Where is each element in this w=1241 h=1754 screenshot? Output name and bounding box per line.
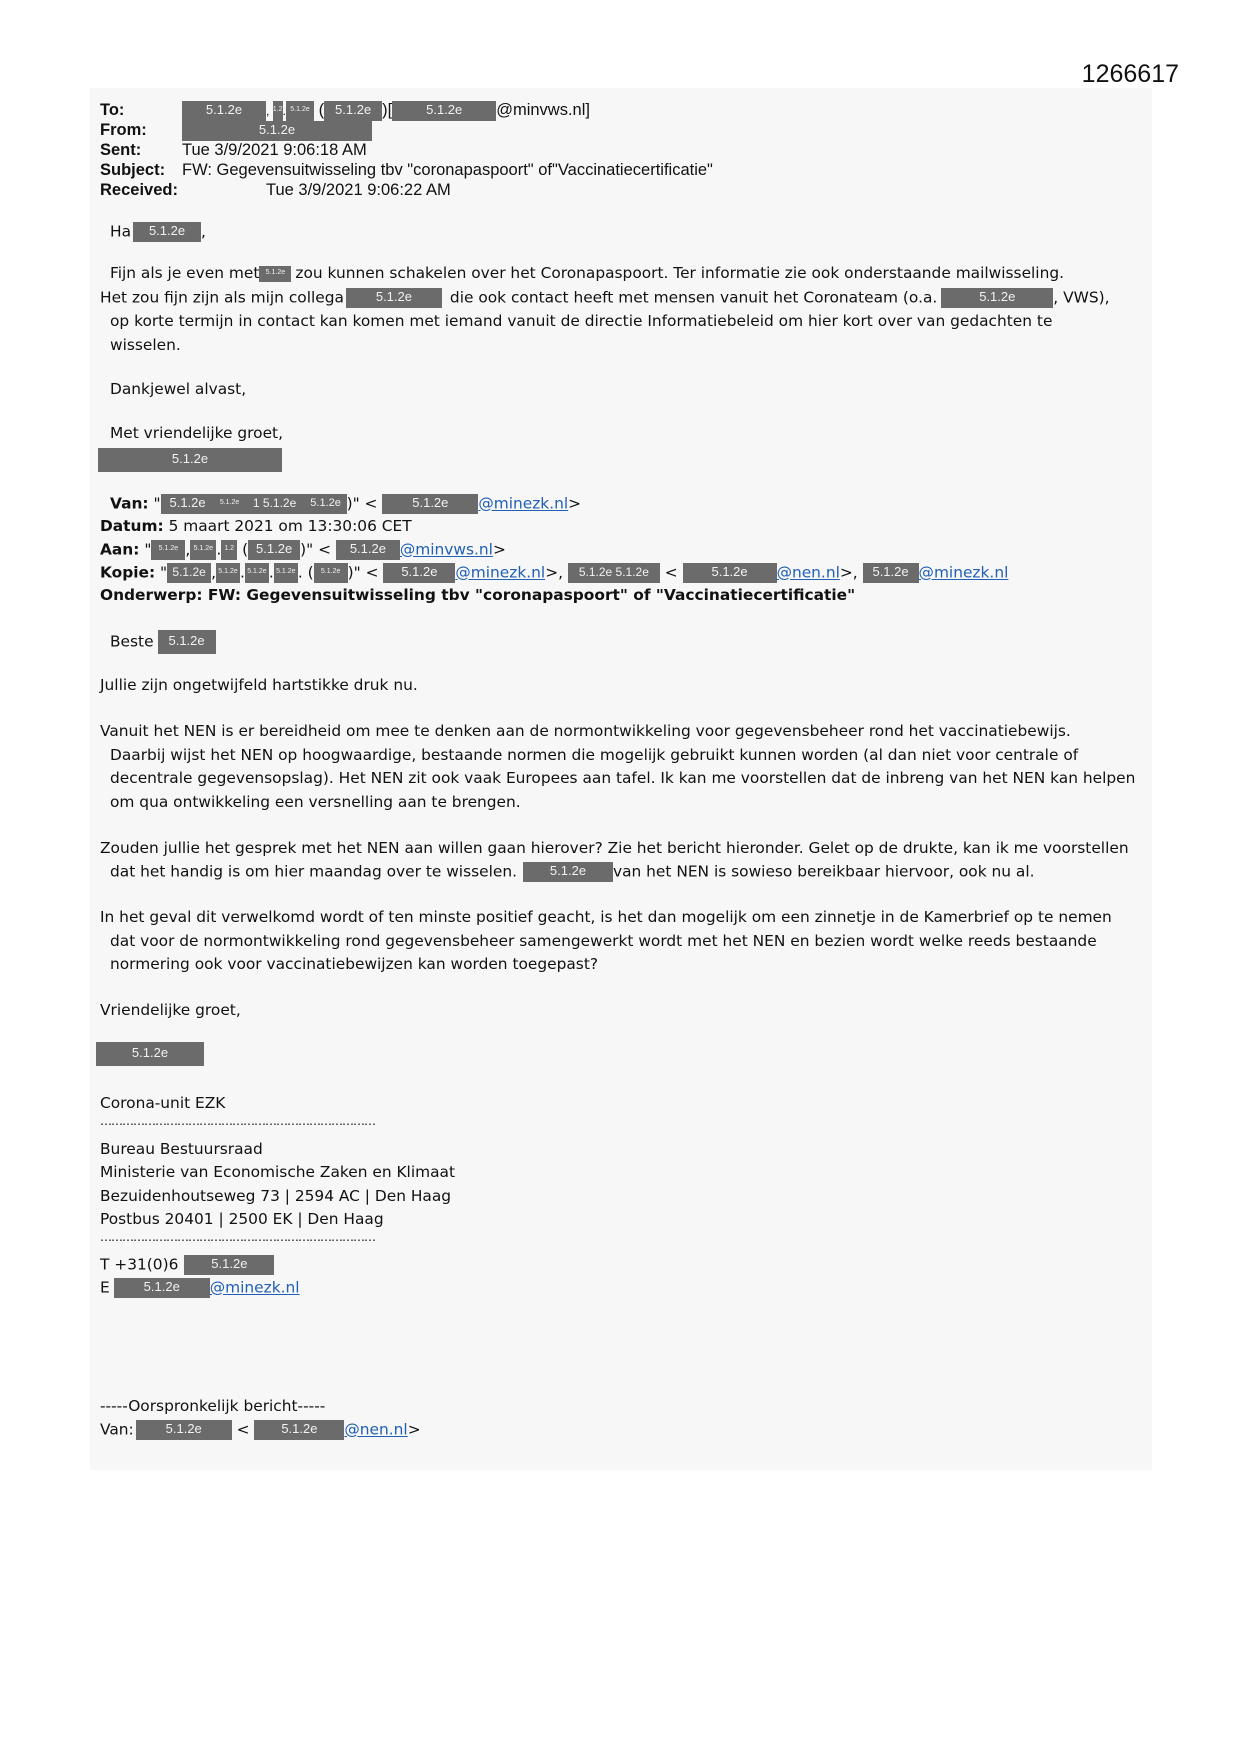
- text: van het NEN is sowieso bereikbaar hiervoor, ook nu al.: [612, 862, 1035, 881]
- email-link[interactable]: @nen.nl: [776, 563, 840, 582]
- document-id: 1266617: [1081, 60, 1179, 88]
- redaction: 5.1.2e: [215, 494, 245, 514]
- msg1-p2-line1: [100, 288, 1110, 308]
- email-link[interactable]: @minezk.nl: [455, 563, 546, 582]
- redaction: 5.1.2e: [158, 630, 216, 654]
- msg2-p3-l3: normering ook voor vaccinatiebewijzen kan worden toegepast?: [110, 955, 599, 973]
- email-link[interactable]: @minvws.nl: [399, 540, 493, 559]
- van-label: Van:: [110, 494, 149, 513]
- msg2-p1-l2: Daarbij wijst het NEN op hoogwaardige, bestaande normen die mogelijk gebruikt kunnen worden (al dan niet voor centrale of: [110, 746, 1079, 764]
- sig-ministry: Ministerie van Economische Zaken en Klimaat: [100, 1163, 455, 1181]
- regards-line: Met vriendelijke groet,: [110, 424, 283, 442]
- received-row: [100, 180, 713, 200]
- greeting-text: Beste: [110, 632, 154, 651]
- msg1-p1-line: [110, 264, 1064, 282]
- signature-redaction-row: [98, 448, 282, 472]
- redaction: 5.1.2e: [863, 563, 919, 583]
- original-divider: -----Oorspronkelijk bericht-----: [100, 1397, 326, 1415]
- msg2-p3-l2: dat voor de normontwikkeling rond gegevensbeheer samengewerkt wordt met het NEN en bezien wordt welke reeds bestaande: [110, 932, 1097, 950]
- redaction: 5.1.2e: [523, 862, 613, 882]
- original-van-line: Van: 5.1.2e < 5.1.2e @nen.nl>: [100, 1420, 421, 1439]
- sig-bureau: Bureau Bestuursraad: [100, 1140, 263, 1158]
- from-label: From:: [100, 121, 147, 139]
- sig-phone: [100, 1255, 274, 1275]
- redaction: 5.1.2e: [305, 494, 347, 514]
- msg1-p2-line3: wisselen.: [110, 336, 181, 354]
- datum-label: Datum:: [100, 517, 164, 535]
- redaction: 5.1.2e: [136, 1420, 232, 1440]
- redaction: 5.1.2e: [254, 1420, 344, 1440]
- msg2-p2-l2: [110, 862, 1035, 882]
- redaction: 5.1.2e: [182, 101, 266, 121]
- thanks-line: Dankjewel alvast,: [110, 380, 247, 398]
- redaction: 5.1.2e: [259, 266, 291, 282]
- redaction: 5.1.2e: [383, 563, 455, 583]
- subject-label: Subject:: [100, 161, 166, 179]
- redaction: 5.1.2e: [98, 448, 282, 472]
- email-link[interactable]: @nen.nl: [344, 1420, 408, 1439]
- redaction: 5.1.2e: [96, 1042, 204, 1066]
- sender-redaction-row: [96, 1042, 204, 1066]
- email-header: [100, 100, 713, 200]
- from-row: [100, 120, 713, 140]
- redaction: 5.1.2e: [324, 101, 382, 121]
- redaction: 5.1.2e: [683, 563, 777, 583]
- redaction: 5.1.2e: [336, 540, 400, 560]
- msg1-p2-line2: op korte termijn in contact kan komen met iemand vanuit de directie Informatiebeleid om hier kort over van gedachten te: [110, 312, 1053, 330]
- redaction: 1.2: [221, 540, 237, 560]
- redaction: 5.1.2e: [190, 540, 216, 560]
- msg2-regards: Vriendelijke groet,: [100, 1001, 241, 1019]
- sig-dots: …………………………………………………………………: [100, 1114, 375, 1128]
- sig-address: Bezuidenhoutseweg 73 | 2594 AC | Den Haag: [100, 1187, 452, 1205]
- redaction: 5.1.2e: [274, 563, 298, 583]
- email-link[interactable]: @minezk.nl: [209, 1278, 300, 1297]
- to-row: To: 5.1.2e , 1.2. 5.1.2e ( 5.1.2e )[ 5.1.2e @minvws.nl]: [100, 101, 590, 119]
- redaction: 5.1.2e: [245, 563, 269, 583]
- sent-label: Sent:: [100, 141, 142, 159]
- fwd-aan-line: Aan: " 5.1.2e , 5.1.2e . 1.2 ( 5.1.2e )" < 5.1.2e @minvws.nl>: [100, 540, 506, 559]
- greeting-line: Ha 5.1.2e ,: [110, 222, 206, 241]
- to-domain: @minvws.nl]: [496, 101, 590, 119]
- subject-value: FW: Gegevensuitwisseling tbv "coronapaspoort" of"Vaccinatiecertificatie": [182, 161, 713, 179]
- fwd-datum-line: [100, 517, 412, 535]
- redaction: 5.1.2e: [382, 494, 478, 514]
- redaction: 5.1.2e: [151, 540, 185, 560]
- redaction: 5.1.2e: [286, 101, 314, 121]
- redaction: 5.1.2e: [314, 563, 348, 583]
- sent-value: Tue 3/9/2021 9:06:18 AM: [182, 141, 367, 159]
- redaction: 1.2: [273, 101, 283, 121]
- received-value: Tue 3/9/2021 9:06:22 AM: [266, 181, 451, 199]
- fwd-van-line: Van: " 5.1.2e 5.1.2e 1 5.1.2e 5.1.2e )" < 5.1.2e @minezk.nl>: [110, 494, 582, 513]
- msg2-l1: Jullie zijn ongetwijfeld hartstikke druk nu.: [100, 676, 418, 694]
- redaction: 5.1.2e: [941, 288, 1053, 308]
- fwd-kopie-line: Kopie: " 5.1.2e , 5.1.2e . 5.1.2e . 5.1.2e . ( 5.1.2e )" < 5.1.2e @minezk.nl>, 5.1.2e 5.1.2e < 5.1.2e @nen.nl>, 5.1.2e @minezk.nl: [100, 563, 1009, 582]
- msg2-p1-l3: decentrale gegevensopslag). Het NEN zit ook vaak Europees aan tafel. Ik kan me voorstellen dat de inbreng van het NEN kan helpen: [110, 769, 1136, 787]
- redaction: 1 5.1.2e: [245, 494, 305, 514]
- text: E: [100, 1278, 110, 1297]
- text: die ook contact heeft met mensen vanuit het Coronateam (o.a.: [449, 288, 938, 307]
- fwd-onderwerp-line: [100, 586, 855, 604]
- greeting-text: Ha: [110, 222, 132, 241]
- sig-email: [100, 1278, 300, 1298]
- aan-label: Aan:: [100, 540, 140, 559]
- sent-row: [100, 140, 713, 160]
- text: , VWS),: [1053, 288, 1110, 307]
- onderwerp-value: FW: Gegevensuitwisseling tbv "coronapaspoort" of "Vaccinatiecertificatie": [207, 586, 856, 604]
- email-link[interactable]: @minezk.nl: [918, 563, 1009, 582]
- email-link[interactable]: @minezk.nl: [478, 494, 569, 513]
- redaction: 5.1.2e: [346, 288, 442, 308]
- redaction: 5.1.2e: [167, 563, 211, 583]
- redaction: 5.1.2e: [248, 540, 300, 560]
- van-label: Van:: [100, 1420, 134, 1439]
- redaction: 5.1.2e: [392, 101, 496, 121]
- msg2-p1-l4: om qua ontwikkeling een versnelling aan te brengen.: [110, 793, 521, 811]
- msg2-p3-l1: In het geval dit verwelkomd wordt of ten minste positief geacht, is het dan mogelijk om een zinnetje in de Kamerbrief op te nemen: [100, 908, 1112, 926]
- msg2-p1-l1: Vanuit het NEN is er bereidheid om mee te denken aan de normontwikkeling voor gegevensbeheer rond het vaccinatiebewijs.: [100, 722, 1071, 740]
- sig-postbus: Postbus 20401 | 2500 EK | Den Haag: [100, 1210, 384, 1228]
- text: Fijn als je even met: [110, 264, 260, 282]
- sig-unit: Corona-unit EZK: [100, 1094, 226, 1112]
- received-label: Received:: [100, 181, 178, 199]
- redaction: 5.1.2e: [184, 1255, 274, 1275]
- text: Het zou fijn zijn als mijn collega: [100, 288, 344, 307]
- onderwerp-label: Onderwerp:: [100, 586, 203, 604]
- redaction: 5.1.2e: [161, 494, 215, 514]
- redaction: 5.1.2e: [114, 1278, 210, 1298]
- text: T +31(0)6: [100, 1255, 179, 1274]
- text: dat het handig is om hier maandag over te wisselen.: [110, 862, 517, 881]
- redaction: 5.1.2e: [133, 222, 201, 242]
- datum-value: 5 maart 2021 om 13:30:06 CET: [168, 517, 412, 535]
- kopie-label: Kopie:: [100, 563, 156, 582]
- sig-dots-2: …………………………………………………………………: [100, 1230, 375, 1244]
- beste-line: [110, 630, 216, 654]
- subject-row: [100, 160, 713, 180]
- to-label: To:: [100, 101, 125, 119]
- redaction: 5.1.2e: [182, 121, 372, 141]
- redaction: 5.1.2e: [216, 563, 240, 583]
- msg2-p2-l1: Zouden jullie het gesprek met het NEN aan willen gaan hierover? Zie het bericht hieronder. Gelet op de drukte, kan ik me voorstellen: [100, 839, 1129, 857]
- redaction: 5.1.2e 5.1.2e: [568, 563, 660, 583]
- text: zou kunnen schakelen over het Coronapaspoort. Ter informatie zie ook onderstaande mailwisseling.: [295, 264, 1065, 282]
